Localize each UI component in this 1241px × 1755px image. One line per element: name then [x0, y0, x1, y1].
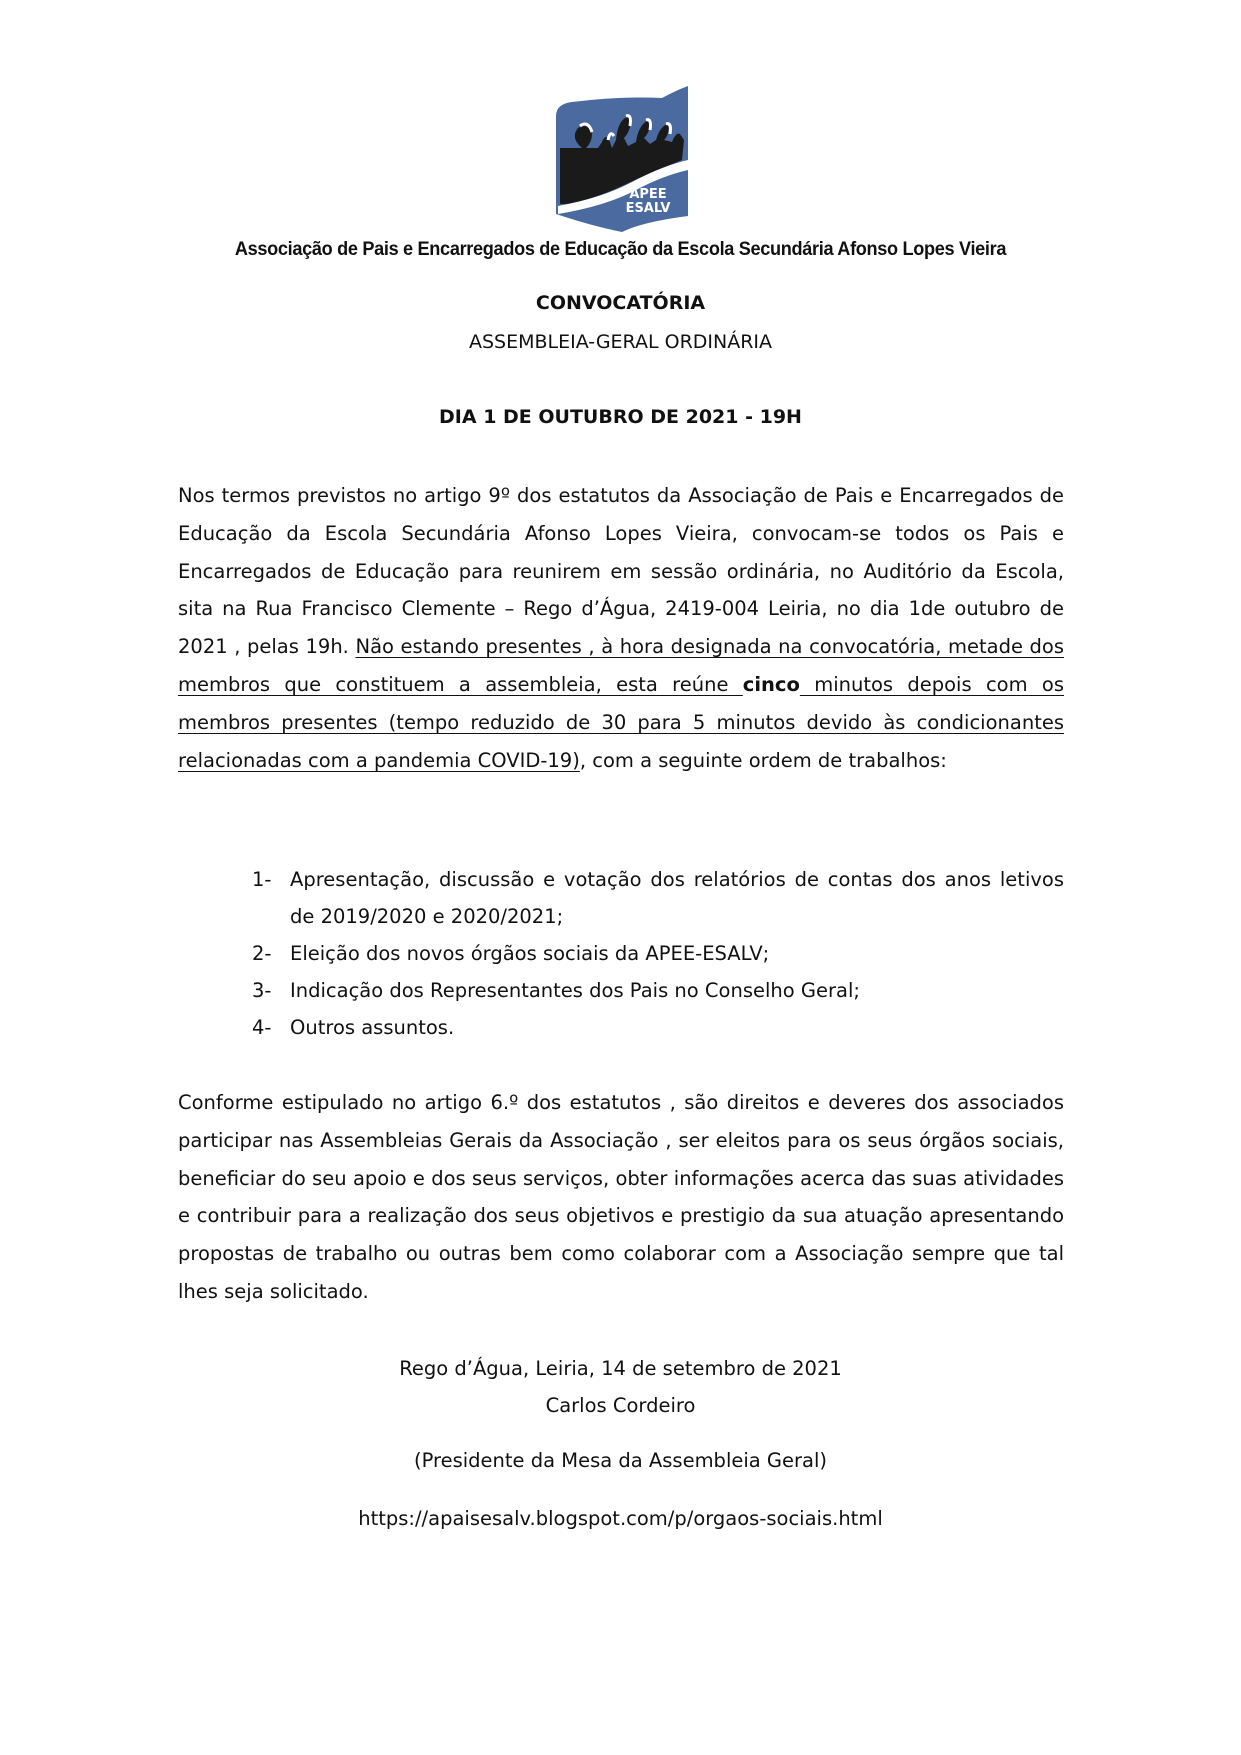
- agenda-item: [252, 972, 1064, 1009]
- apee-esalv-logo: [552, 86, 690, 234]
- paragraph-tail: , com a seguinte ordem de trabalhos:: [579, 748, 947, 772]
- place-and-date: Rego d’Água, Leiria, 14 de setembro de 2021: [399, 1357, 842, 1380]
- document-title: CONVOCATÓRIA: [535, 292, 706, 314]
- meeting-date: DIA 1 DE OUTUBRO DE 2021 - 19H: [439, 406, 802, 428]
- website-url[interactable]: https://apaisesalv.blogspot.com/p/orgaos-sociais.html: [358, 1507, 883, 1530]
- underlined-quorum-text-a: Não estando presentes , à hora designada na convocatória, metade dos membros que constituem a assembleia, esta reúne: [178, 635, 1065, 696]
- logo-text-esalv: ESALV: [625, 201, 671, 216]
- signatory-name: Carlos Cordeiro: [545, 1394, 696, 1417]
- signatory-role: (Presidente da Mesa da Assembleia Geral): [413, 1449, 828, 1472]
- agenda-item-number: 3-: [252, 979, 272, 1002]
- logo-text-apee: APEE: [629, 187, 667, 202]
- convocation-paragraph: [178, 477, 1064, 779]
- agenda-item-text: Eleição dos novos órgãos sociais da APEE-ESALV;: [290, 942, 770, 965]
- agenda-item: [252, 1009, 1064, 1046]
- agenda-item-text: Apresentação, discussão e votação dos relatórios de contas dos anos letivos de 2019/2020 e 2020/2021;: [290, 868, 1064, 928]
- rights-paragraph: Conforme estipulado no artigo 6.º dos estatutos , são direitos e deveres dos associados participar nas Assembleias Gerais da Associação , ser eleitos para os seus órgãos sociais, beneficiar do seu apoio e dos seus serviços, obter informações acerca das suas atividades e contribuir para a realização dos seus objetivos e prestigio da sua atuação apresentando propostas de trabalho ou outras bem como colaborar com a Associação sempre que tal lhes seja solicitado.: [178, 1091, 1064, 1303]
- document-subtitle: ASSEMBLEIA-GERAL ORDINÁRIA: [468, 331, 773, 353]
- agenda-item-number: 2-: [252, 942, 272, 965]
- agenda-item: [252, 861, 1064, 935]
- agenda-list: [252, 861, 1064, 1046]
- organization-name: Associação de Pais e Encarregados de Educação da Escola Secundária Afonso Lopes Vieira: [234, 238, 1007, 260]
- agenda-item-text: Indicação dos Representantes dos Pais no Conselho Geral;: [290, 979, 860, 1002]
- agenda-item: [252, 935, 1064, 972]
- agenda-item-text: Outros assuntos.: [290, 1016, 455, 1039]
- underlined-quorum-text-b: minutos depois com os membros presentes (tempo reduzido de 30 para 5 minutos devido às condicionantes relacionadas com a pandemia COVID-19): [178, 672, 1064, 772]
- bold-cinco: cinco: [742, 672, 800, 696]
- agenda-item-number: 1-: [252, 868, 272, 891]
- agenda-item-number: 4-: [252, 1016, 272, 1039]
- paragraph-intro: Nos termos previstos no artigo 9º dos estatutos da Associação de Pais e Encarregados de Educação da Escola Secundária Afonso Lopes Vieira, convocam-se todos os Pais e Encarregados de Educação para reunirem em sessão ordinária, no Auditório da Escola, sita na Rua Francisco Clemente – Rego d’Água, 2419-004 Leiria, no dia 1de outubro de 2021 , pelas 19h.: [178, 484, 1064, 659]
